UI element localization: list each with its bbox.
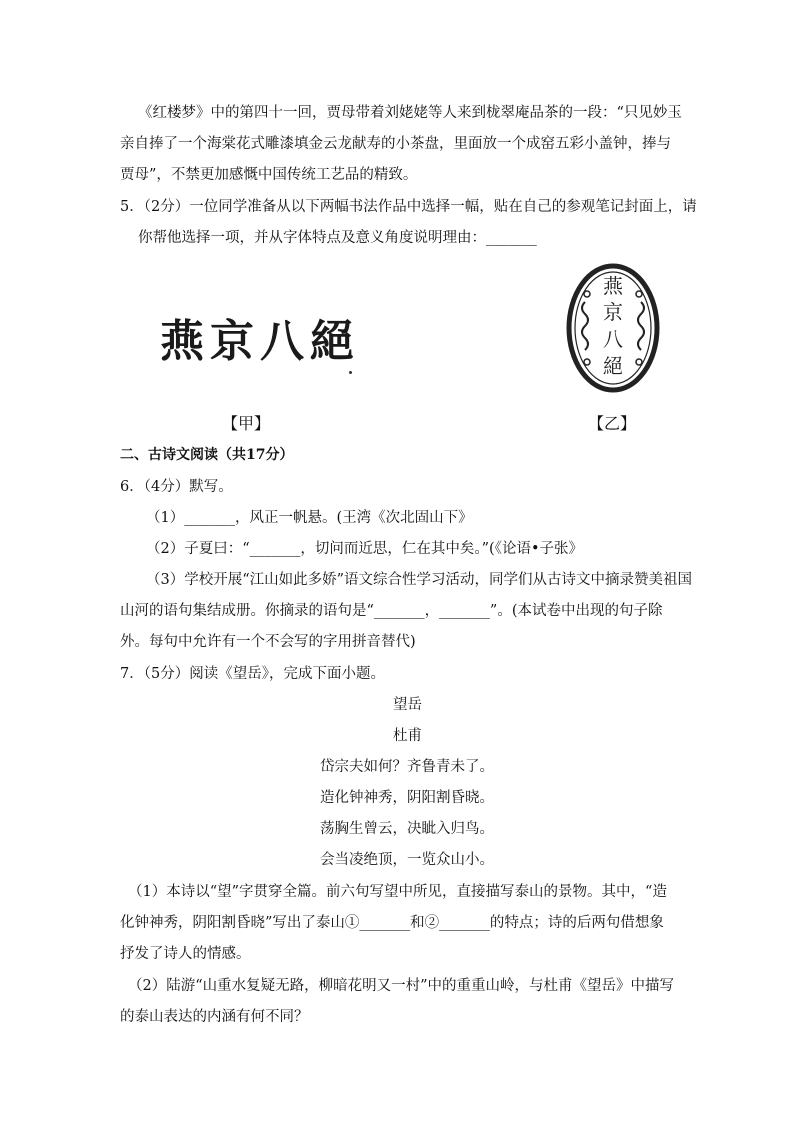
intro-line-3: 贾母”，不禁更加感慨中国传统工艺品的精致。: [120, 167, 418, 183]
seal-char-1: 燕: [603, 274, 623, 298]
q7-stem: 7．（5分）阅读《望岳》，完成下面小题。: [120, 666, 385, 682]
q6-part-2: （2）子夏曰：“_______，切问而近思，仁在其中矣。”(《论语•子张》: [146, 541, 584, 557]
poem-line-2: 造化钟神秀，阴阳割昏晓。: [320, 790, 494, 806]
seal-yi-image: [565, 262, 661, 394]
intro-line-1: 《红楼梦》中的第四十一回，贾母带着刘姥姥等人来到栊翠庵品茶的一段：“只见妙玉: [138, 105, 682, 121]
q6-part-3-line-3: 外。每句中允许有一个不会写的字用拼音替代): [120, 634, 416, 650]
intro-line-2: 亲自捧了一个海棠花式雕漆填金云龙献寿的小茶盘，里面放一个成窑五彩小盖钟，捧与: [120, 136, 671, 152]
q7-sub-2-line-1: （2）陆游“山重水复疑无路，柳暗花明又一村”中的重重山岭，与杜甫《望岳》中描写: [128, 978, 675, 994]
section-2-title: 二、古诗文阅读（共17分）: [120, 447, 294, 463]
poem-line-1: 岱宗夫如何？齐鲁青未了。: [320, 759, 494, 775]
poem-author: 杜甫: [393, 728, 422, 744]
seal-char-3: 八: [603, 327, 623, 351]
q5-stem-line-2: 你帮他选择一项，并从字体特点及意义角度说明理由：_______: [138, 230, 537, 246]
seal-char-2: 京: [603, 300, 623, 324]
seal-char-4: 絕: [603, 354, 623, 378]
q7-sub-1-line-2: 化钟神秀，阴阳割昏晓”写出了泰山①_______和②_______的特点；诗的后两句借想象: [120, 915, 664, 931]
caption-jia: 【甲】: [222, 414, 271, 433]
poem-line-4: 会当凌绝顶，一览众山小。: [320, 852, 494, 868]
q7-sub-1-line-1: （1）本诗以“望”字贯穿全篇。前六句写望中所见，直接描写泰山的景物。其中，“造: [128, 884, 667, 900]
caption-yi: 【乙】: [588, 414, 637, 433]
poem-line-3: 荡胸生曾云，决眦入归鸟。: [320, 821, 494, 837]
q6-part-3-line-2: 山河的语句集结成册。你摘录的语句是“_______，_______”。(本试卷中出现的句子除: [120, 603, 663, 619]
q7-sub-2-line-2: 的泰山表达的内涵有何不同？: [120, 1009, 309, 1025]
ink-dot: [349, 371, 352, 374]
q6-part-3-line-1: （3）学校开展“江山如此多娇”语文综合性学习活动，同学们从古诗文中摘录赞美祖国: [146, 572, 693, 588]
calligraphy-jia-text: 燕京八絕: [160, 318, 360, 364]
q6-stem: 6．（4分）默写。: [120, 479, 233, 495]
q6-part-1: （1）_______，风正一帆悬。(王湾《次北固山下》: [146, 510, 473, 526]
q7-sub-1-line-3: 抒发了诗人的情感。: [120, 946, 251, 962]
calligraphy-jia-image: [160, 318, 375, 364]
q5-stem-line-1: 5．（2分）一位同学准备从以下两幅书法作品中选择一幅，贴在自己的参观笔记封面上，请: [120, 199, 697, 215]
poem-title: 望岳: [393, 697, 422, 713]
